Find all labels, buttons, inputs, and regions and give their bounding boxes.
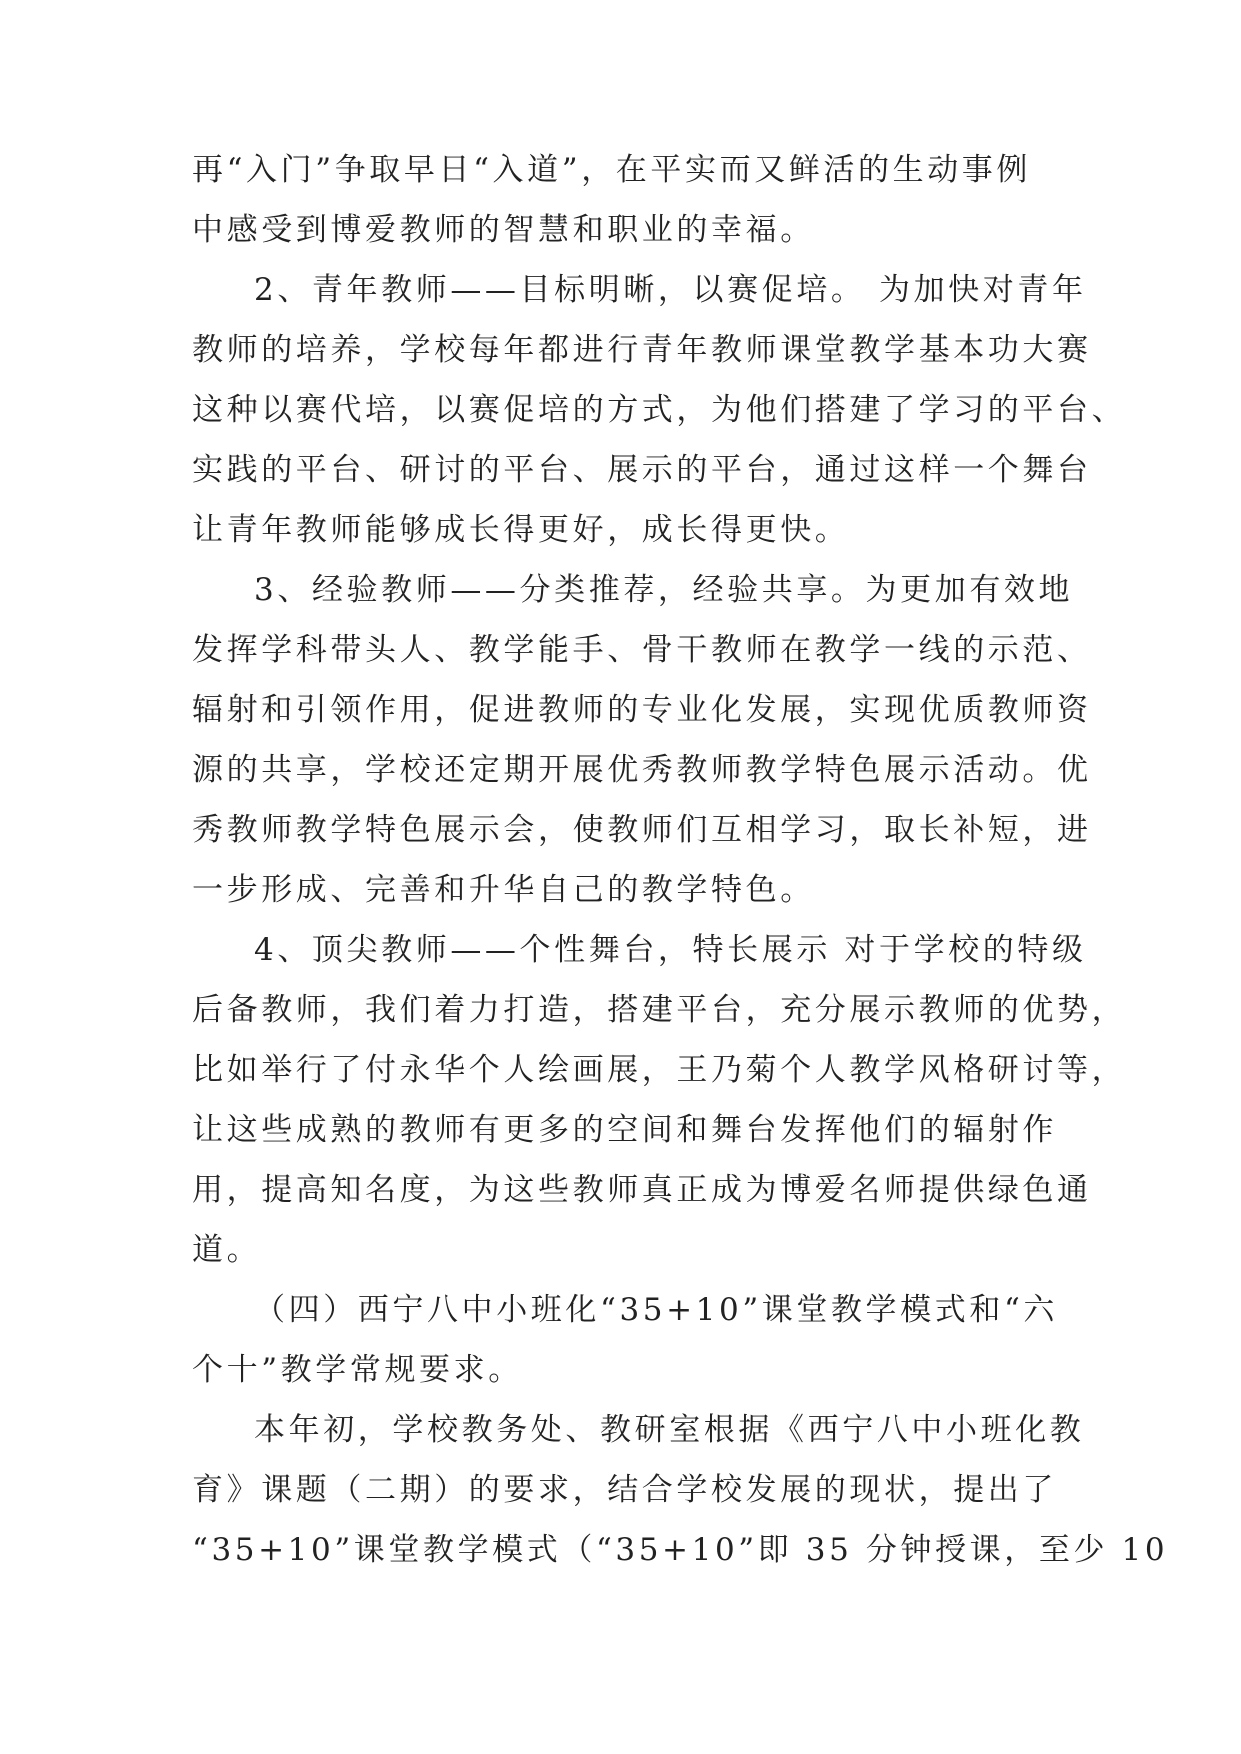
text-line: 再“入门”争取早日“入道”，在平实而又鲜活的生动事例 bbox=[192, 152, 1031, 188]
text-line: 秀教师教学特色展示会，使教师们互相学习，取长补短，进 bbox=[192, 812, 1092, 848]
text-line: 源的共享，学校还定期开展优秀教师教学特色展示活动。优 bbox=[192, 752, 1092, 788]
text-line: 后备教师，我们着力打造，搭建平台，充分展示教师的优势， bbox=[192, 992, 1127, 1028]
text-line: 4、顶尖教师——个性舞台，特长展示 对于学校的特级 bbox=[254, 932, 1087, 968]
text-line: 让这些成熟的教师有更多的空间和舞台发挥他们的辐射作 bbox=[192, 1112, 1057, 1148]
text-line: 这种以赛代培，以赛促培的方式，为他们搭建了学习的平台、 bbox=[192, 392, 1127, 428]
text-line: 本年初，学校教务处、教研室根据《西宁八中小班化教 bbox=[254, 1412, 1085, 1448]
text-line: 3、经验教师——分类推荐，经验共享。为更加有效地 bbox=[254, 572, 1074, 608]
text-line: 教师的培养，学校每年都进行青年教师课堂教学基本功大赛 bbox=[192, 332, 1092, 368]
text-line: 比如举行了付永华个人绘画展，王乃菊个人教学风格研讨等， bbox=[192, 1052, 1127, 1088]
text-line: 实践的平台、研讨的平台、展示的平台，通过这样一个舞台 bbox=[192, 452, 1092, 488]
text-line: 育》课题（二期）的要求，结合学校发展的现状，提出了 bbox=[192, 1472, 1057, 1508]
text-line: 用，提高知名度，为这些教师真正成为博爱名师提供绿色通 bbox=[192, 1172, 1092, 1208]
section-heading: 个十”教学常规要求。 bbox=[192, 1352, 523, 1388]
text-line: 发挥学科带头人、教学能手、骨干教师在教学一线的示范、 bbox=[192, 632, 1092, 668]
text-line: “35+10”课堂教学模式（“35+10”即 35 分钟授课，至少 10 bbox=[192, 1532, 1169, 1568]
text-line: 一步形成、完善和升华自己的教学特色。 bbox=[192, 872, 815, 908]
text-line: 中感受到博爱教师的智慧和职业的幸福。 bbox=[192, 212, 815, 248]
text-line: 2、青年教师——目标明晰，以赛促培。 为加快对青年 bbox=[254, 272, 1087, 308]
text-line: 让青年教师能够成长得更好，成长得更快。 bbox=[192, 512, 850, 548]
text-line: 辐射和引领作用，促进教师的专业化发展，实现优质教师资 bbox=[192, 692, 1092, 728]
text-line: 道。 bbox=[192, 1232, 262, 1268]
section-heading: （四）西宁八中小班化“35+10”课堂教学模式和“六 bbox=[254, 1292, 1059, 1328]
